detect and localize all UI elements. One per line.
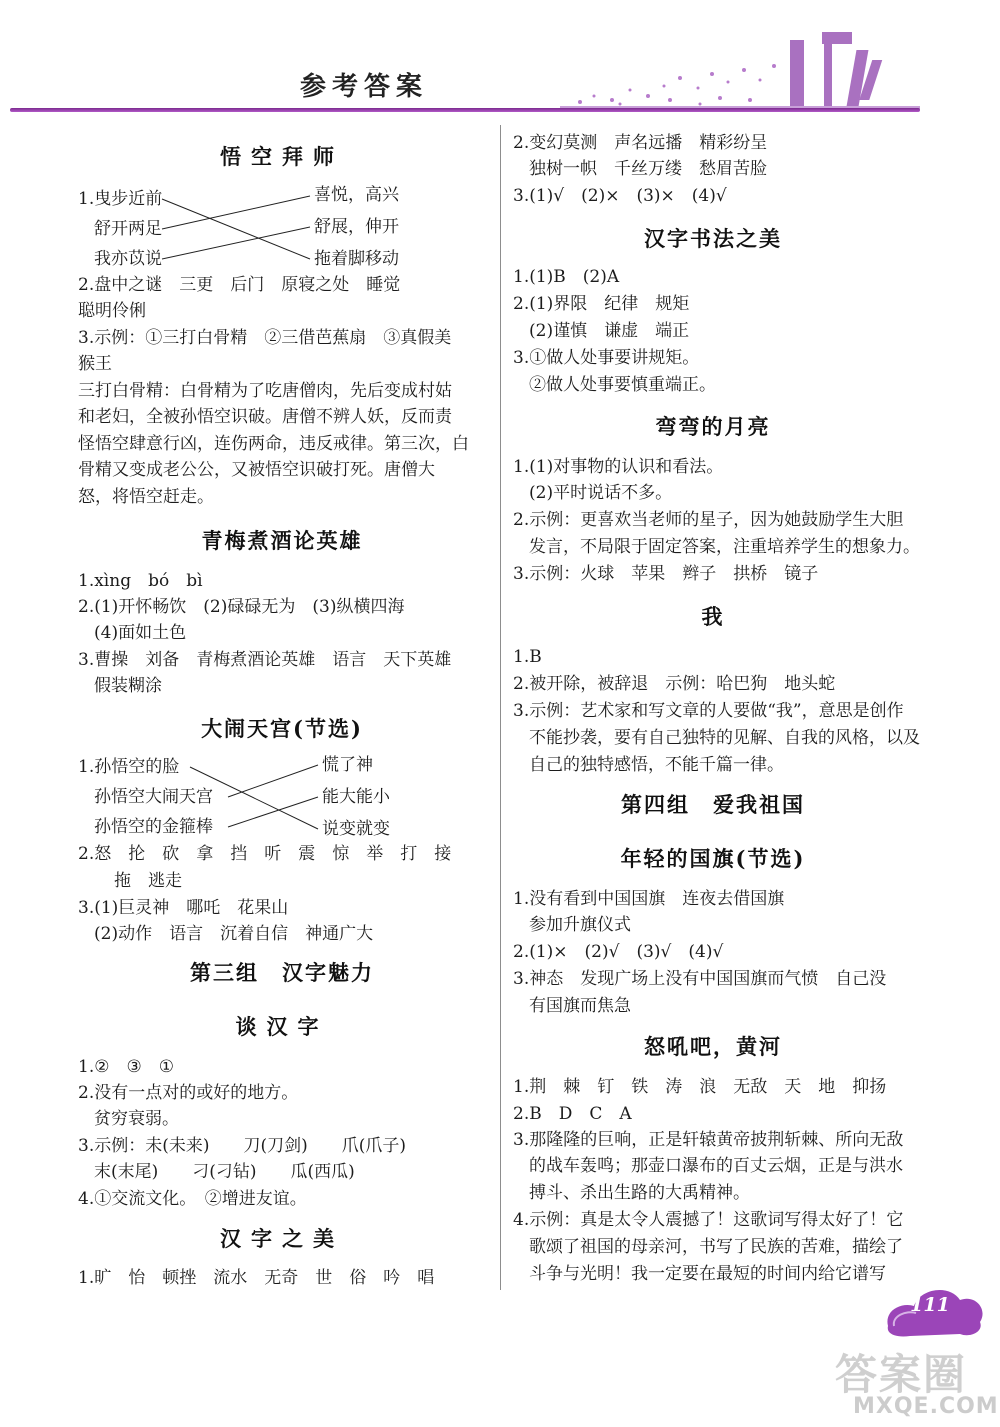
answer-line: 贫穷衰弱。 xyxy=(94,1109,179,1129)
answer-line: 1.xìng bó bì xyxy=(78,571,203,591)
match-right-item: 说变就变 xyxy=(322,819,390,839)
match-right-item: 舒展，伸开 xyxy=(314,217,399,237)
match-right-item: 喜悦，高兴 xyxy=(314,185,399,205)
section-title: 我 xyxy=(701,604,725,629)
city-skyline-decoration xyxy=(560,30,930,112)
answer-line: 独树一帜 千丝万缕 愁眉苦脸 xyxy=(529,159,767,179)
answer-line: 2.盘中之谜 三更 后门 原寝之处 睡觉 xyxy=(78,275,401,295)
answer-line: 有国旗而焦急 xyxy=(529,996,631,1016)
watermark-text: 答案圈 xyxy=(835,1350,968,1399)
section-title: 年轻的国旗(节选) xyxy=(620,846,806,871)
answer-line: 2.怒 抡 砍 拿 挡 听 震 惊 举 打 接 xyxy=(78,844,452,864)
answer-line: 骨精又变成老公公，又被悟空识破打死。唐僧大 xyxy=(78,460,435,480)
answer-line: 1.② ③ ① xyxy=(78,1057,174,1077)
match-left-item: 1.孙悟空的脸 xyxy=(78,757,180,777)
answer-line: 末(末尾) 刁(刁钻) 瓜(西瓜) xyxy=(94,1162,355,1182)
match-line xyxy=(190,767,318,829)
answer-line: 1.B xyxy=(513,647,542,667)
answer-line: 不能抄袭，要有自己独特的见解、自我的风格，以及 xyxy=(529,728,920,748)
answer-line: 1.没有看到中国国旗 连夜去借国旗 xyxy=(513,889,785,909)
answer-line: 4.①交流文化。 ②增进友谊。 xyxy=(78,1189,307,1209)
answer-line: 歌颂了祖国的母亲河，书写了民族的苦难，描绘了 xyxy=(529,1237,903,1257)
answer-line: 自己的独特感悟，不能千篇一律。 xyxy=(529,755,784,775)
match-left-item: 孙悟空大闹天宫 xyxy=(94,787,213,807)
answer-line: 1.荆 棘 钉 铁 涛 浪 无敌 天 地 抑扬 xyxy=(513,1077,887,1097)
group-title: 第三组 汉字魅力 xyxy=(190,960,374,985)
header-divider xyxy=(10,108,920,112)
match-left-item: 舒开两足 xyxy=(94,219,162,239)
answer-line: 3.示例：未(未来) 刀(刀剑) 爪(爪子) xyxy=(78,1136,407,1156)
answer-line: 2.(1)界限 纪律 规矩 xyxy=(513,294,690,314)
answer-line: 猴王 xyxy=(78,354,112,374)
answer-line: 参加升旗仪式 xyxy=(529,915,631,935)
answer-line: 3.示例：艺术家和写文章的人要做“我”，意思是创作 xyxy=(513,701,904,721)
answer-line: 3.那隆隆的巨响，正是轩辕黄帝披荆斩棘、所向无敌 xyxy=(513,1130,904,1150)
section-title: 谈汉字 xyxy=(235,1014,329,1039)
answer-line: ②做人处事要慎重端正。 xyxy=(529,375,716,395)
page-header-title: 参考答案 xyxy=(300,72,429,102)
match-right-item: 能大能小 xyxy=(322,787,390,807)
answer-line: 假装糊涂 xyxy=(94,676,162,696)
answer-line: 三打白骨精：白骨精为了吃唐僧肉，先后变成村姑 xyxy=(78,381,452,401)
answer-line: 斗争与光明！我一定要在最短的时间内给它谱写 xyxy=(529,1264,886,1284)
column-divider xyxy=(500,125,501,1290)
answer-line: 发言，不局限于固定答案，注重培养学生的想象力。 xyxy=(529,537,920,557)
watermark-url: MXQE.COM xyxy=(853,1394,999,1419)
answer-line: 的战车轰鸣；那壶口瀑布的百丈云烟，正是与洪水 xyxy=(529,1156,903,1176)
answer-line: (2)谨慎 谦虚 端正 xyxy=(529,321,690,341)
section-title: 大闹天宫(节选) xyxy=(201,716,363,741)
section-title: 青梅煮酒论英雄 xyxy=(201,528,363,553)
answer-line: 2.示例：更喜欢当老师的星子，因为她鼓励学生大胆 xyxy=(513,510,904,530)
answer-line: 怪悟空肆意行凶，连伤两命，违反戒律。第三次，白 xyxy=(78,434,469,454)
answer-line: (2)平时说话不多。 xyxy=(529,483,673,503)
section-title: 怒吼吧，黄河 xyxy=(644,1034,782,1059)
section-title: 汉字书法之美 xyxy=(644,226,782,251)
answer-line: 2.(1)× (2)√ (3)√ (4)√ xyxy=(513,942,724,962)
answer-line: 3.示例：①三打白骨精 ②三借芭蕉扇 ③真假美 xyxy=(78,328,452,348)
answer-line: 和老妇，全被孙悟空识破。唐僧不辨人妖，反而责 xyxy=(78,407,452,427)
section-title: 汉字之美 xyxy=(220,1226,344,1251)
answer-line: 1.曳步近前 xyxy=(78,189,163,209)
match-left-item: 孙悟空的金箍棒 xyxy=(94,817,213,837)
answer-line: 2.被开除，被辞退 示例：哈巴狗 地头蛇 xyxy=(513,674,836,694)
answer-line: 3.①做人处事要讲规矩。 xyxy=(513,348,700,368)
answer-line: 聪明伶俐 xyxy=(78,301,146,321)
answer-line: 怒，将悟空赶走。 xyxy=(78,487,214,507)
answer-line: 3.(1)√ (2)× (3)× (4)√ xyxy=(513,186,727,206)
watermark-logo xyxy=(835,1342,1000,1427)
page-number: 111 xyxy=(910,1294,950,1316)
answer-line: 3.神态 发现广场上没有中国国旗而气愤 自己没 xyxy=(513,969,887,989)
answer-line: 2.没有一点对的或好的地方。 xyxy=(78,1083,299,1103)
match-left-item: 我亦苡说 xyxy=(94,249,162,269)
section-title: 弯弯的月亮 xyxy=(655,414,771,439)
answer-line: 1.(1)对事物的认识和看法。 xyxy=(513,457,724,477)
match-left-item: 曳步近前 xyxy=(94,189,163,209)
answer-line: 2.(1)开怀畅饮 (2)碌碌无为 (3)纵横四海 xyxy=(78,597,405,617)
answer-line: 3.(1)巨灵神 哪吒 花果山 xyxy=(78,898,289,918)
match-right-item: 慌了神 xyxy=(322,755,373,775)
answer-line: 4.示例：真是太令人震撼了！这歌词写得太好了！它 xyxy=(513,1210,904,1230)
answer-line: 1.(1)B (2)A xyxy=(513,267,620,287)
answer-line: 1.旷 怡 顿挫 流水 无奇 世 俗 吟 唱 xyxy=(78,1268,435,1288)
answer-line: 搏斗、杀出生路的大禹精神。 xyxy=(529,1183,750,1203)
answer-line: 3.示例：火球 苹果 辫子 拱桥 镜子 xyxy=(513,564,819,584)
answer-line: 3.曹操 刘备 青梅煮酒论英雄 语言 天下英雄 xyxy=(78,650,452,670)
matching-lines xyxy=(78,118,488,878)
match-right-item: 拖着脚移动 xyxy=(314,249,399,269)
answer-line: (2)动作 语言 沉着自信 神通广大 xyxy=(94,924,374,944)
answer-line: (4)面如土色 xyxy=(94,623,187,643)
group-title: 第四组 爱我祖国 xyxy=(621,792,805,817)
answer-line: 2.变幻莫测 声名远播 精彩纷呈 xyxy=(513,133,768,153)
answer-line: 2.B D C A xyxy=(513,1104,632,1124)
answer-line: 拖 逃走 xyxy=(114,871,182,891)
match-line xyxy=(228,765,318,797)
section-title: 悟空拜师 xyxy=(220,144,344,169)
